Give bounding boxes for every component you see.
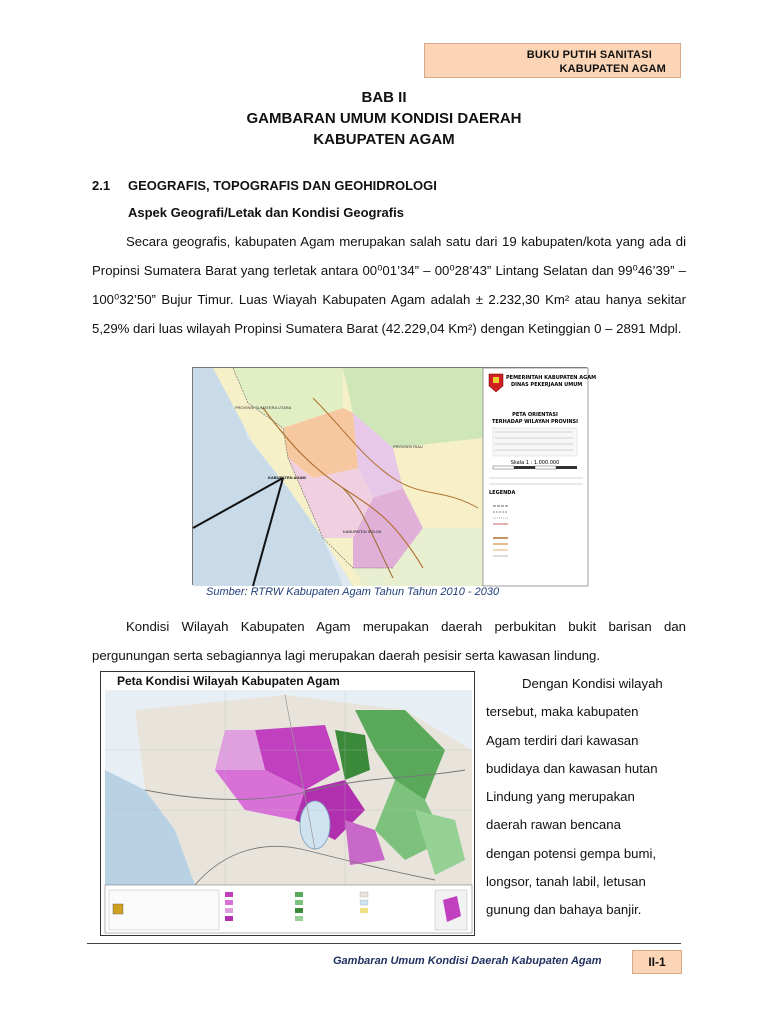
page-number: II-1 [632,950,682,974]
label-kabupaten-agam: KABUPATEN AGAM [268,475,306,480]
side-line: daerah rawan bencana [486,817,621,833]
map1-caption: Sumber: RTRW Kabupaten Agam Tahun Tahun 2010 - 2030 [206,586,500,598]
side-paragraph [486,670,686,925]
side-line: Dengan Kondisi wilayah [522,676,663,691]
legend-title1: PETA ORIENTASI [512,412,558,418]
logo-icon-2 [113,904,123,914]
condition-map-graphic [105,690,472,933]
legend-scale: Skala 1 : 1.000.000 [510,460,560,466]
map2-title: Peta Kondisi Wilayah Kabupaten Agam [117,674,340,688]
header-line2: KABUPATEN AGAM [559,63,666,75]
label-prov-riau: PROVINSI RIAU [393,444,423,449]
section-number: 2.1 [92,178,111,193]
legend-org2: DINAS PEKERJAAN UMUM [511,382,583,388]
paragraph2-text: Kondisi Wilayah Kabupaten Agam merupakan daerah perbukitan bukit barisan dan pergunungan serta sebagiannya lagi merupakan daerah pesisir serta kawasan lindung. [92,619,686,663]
chapter-title-line1: GAMBARAN UMUM KONDISI DAERAH [246,110,522,127]
section-subtitle: Aspek Geografi/Letak dan Kondisi Geografis [128,205,404,220]
label-kabupaten-solok: KABUPATEN SOLOK [343,529,382,534]
chapter-title-line2: KABUPATEN AGAM [313,131,455,148]
paragraph-geografis [92,227,686,343]
header-box [424,43,681,78]
side-line: Agam terdiri dari kawasan [486,732,639,748]
side-line: gunung dan bahaya banjir. [486,902,642,918]
footer-divider [87,943,681,944]
orientation-map-graphic [193,368,597,586]
legend-org1: PEMERINTAH KABUPATEN AGAM [506,375,597,381]
side-line: tersebut, maka kabupaten [486,704,639,720]
condition-map [100,671,475,936]
chapter-number: BAB II [361,89,407,106]
side-line: dengan potensi gempa bumi, [486,845,657,861]
label-prov-utara: PROVINSI SUMATERA UTARA [235,405,292,410]
header-line1: BUKU PUTIH SANITASI [526,49,652,61]
legend-title2: TERHADAP WILAYAH PROVINSI [491,419,579,425]
paragraph1-text: Secara geografis, kabupaten Agam merupakan salah satu dari 19 kabupaten/kota yang ada di Propinsi Sumatera Barat yang terletak antara 00⁰01’34” – 00⁰28’43” Lintang Selatan dan 99⁰46’39” – 100⁰32’50” Bujur Timur. Luas Wiayah Kabupaten Agam adalah ± 2.232,30 Km² atau hanya sekitar 5,29% dari luas wilayah Propinsi Sumatera Barat (42.229,04 Km²) dengan Ketinggian 0 – 2891 Mdpl. [92,234,686,336]
footer-text: Gambaran Umum Kondisi Daerah Kabupaten Agam [333,955,602,967]
side-line: Lindung yang merupakan [486,789,635,805]
section-title: GEOGRAFIS, TOPOGRAFIS DAN GEOHIDROLOGI [128,178,437,193]
legend-heading: LEGENDA [489,490,516,496]
side-line: budidaya dan kawasan hutan [486,760,658,776]
side-line: longsor, tanah labil, letusan [486,874,646,890]
orientation-map [192,367,597,585]
paragraph-kondisi [92,612,686,670]
